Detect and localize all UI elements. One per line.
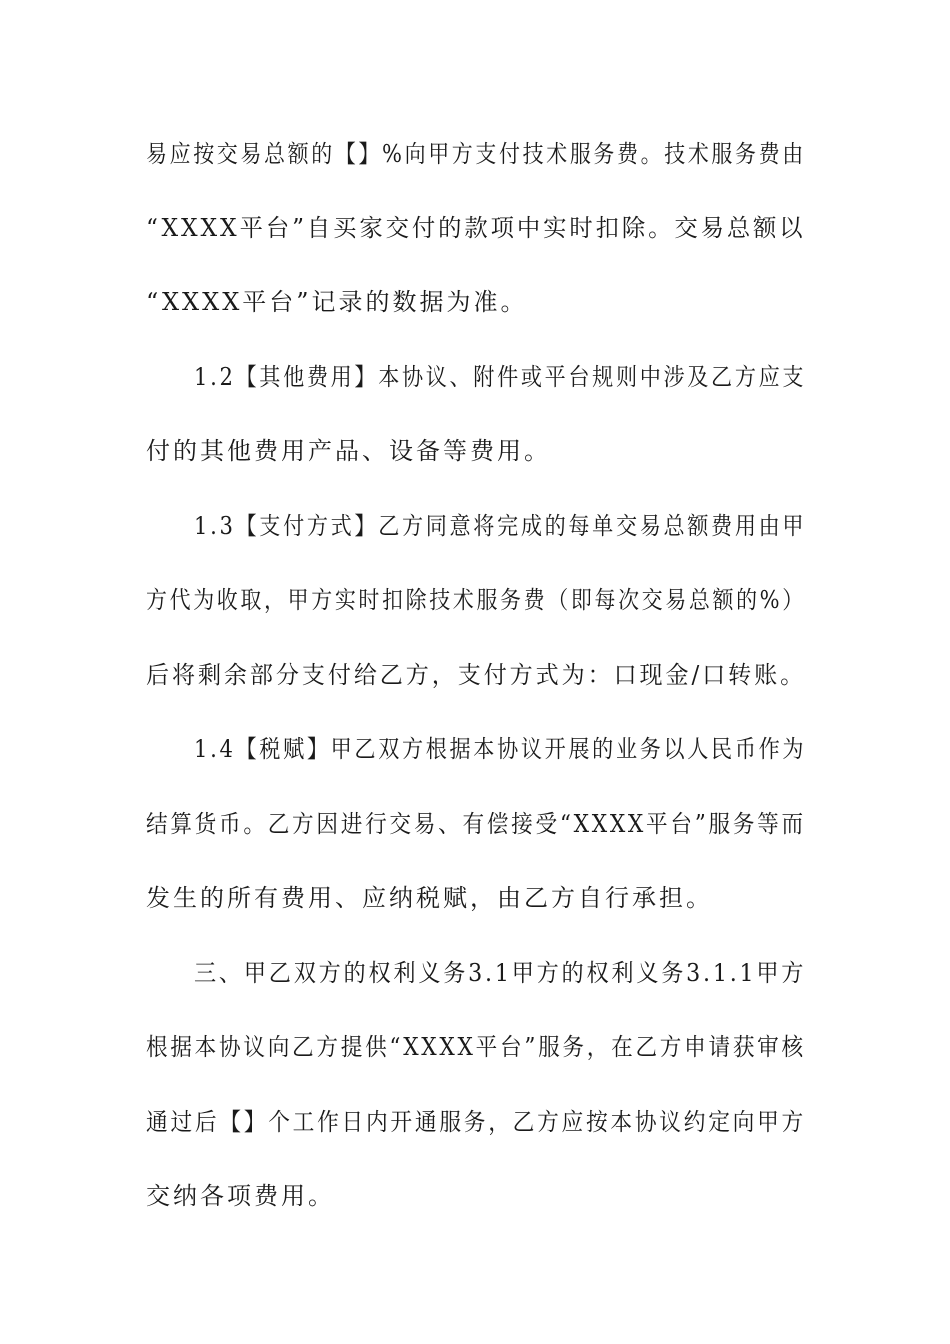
text-line-15: 交纳各项费用。	[146, 1182, 335, 1210]
text-line-2: “XXXX平台”自买家交付的款项中实时扣除。交易总额以	[146, 214, 806, 242]
text-line-9: 1.4【税赋】甲乙双方根据本协议开展的业务以人民币作为	[194, 735, 807, 763]
text-line-3: “XXXX平台”记录的数据为准。	[146, 288, 528, 316]
text-line-12: 三、甲乙双方的权利义务3.1甲方的权利义务3.1.1甲方	[194, 959, 807, 987]
text-line-8: 后将剩余部分支付给乙方，支付方式为：口现金/口转账。	[146, 661, 807, 689]
text-line-13: 根据本协议向乙方提供“XXXX平台”服务，在乙方申请获审核	[146, 1033, 806, 1061]
text-line-4: 1.2【其他费用】本协议、附件或平台规则中涉及乙方应支	[194, 363, 807, 391]
text-line-5: 付的其他费用产品、设备等费用。	[146, 437, 551, 465]
text-line-7: 方代为收取，甲方实时扣除技术服务费（即每次交易总额的%）	[146, 586, 806, 614]
text-line-1: 易应按交易总额的【】%向甲方支付技术服务费。技术服务费由	[146, 140, 806, 168]
text-line-10: 结算货币。乙方因进行交易、有偿接受“XXXX平台”服务等而	[146, 810, 806, 838]
text-line-14: 通过后【】个工作日内开通服务，乙方应按本协议约定向甲方	[146, 1108, 806, 1136]
text-line-11: 发生的所有费用、应纳税赋，由乙方自行承担。	[146, 884, 713, 912]
text-line-6: 1.3【支付方式】乙方同意将完成的每单交易总额费用由甲	[194, 512, 807, 540]
